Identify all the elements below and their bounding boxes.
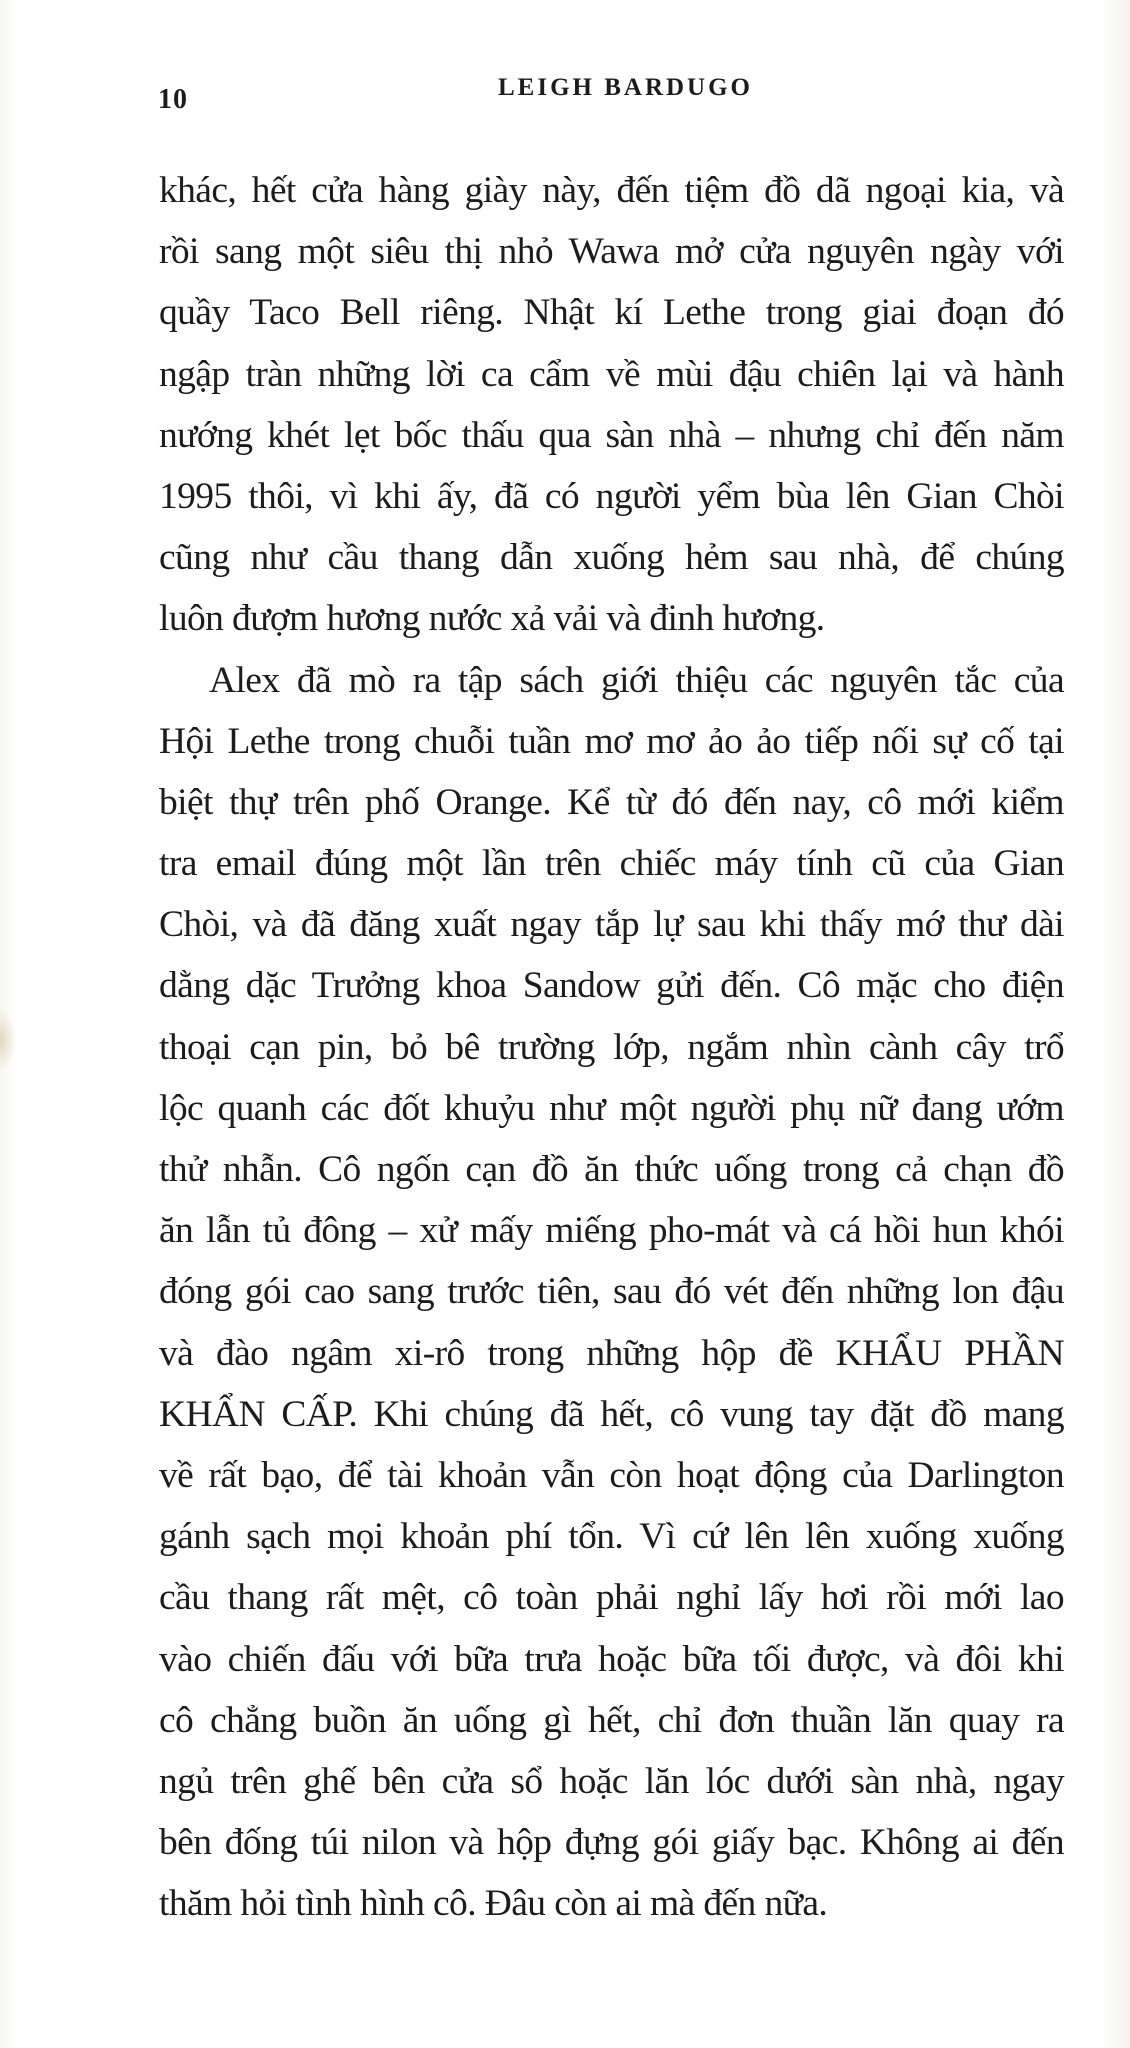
text-line: đóng gói cao sang trước tiên, sau đó vét đến những lon đậu xyxy=(159,1271,1064,1313)
body-text xyxy=(159,160,1064,1934)
text-line: cũng như cầu thang dẫn xuống hẻm sau nhà, để chúng xyxy=(159,537,1064,579)
text-line: Chòi, và đã đăng xuất ngay tắp lự sau khi thấy mớ thư dài xyxy=(159,904,1064,946)
text-line: thoại cạn pin, bỏ bê trường lớp, ngắm nhìn cành cây trổ xyxy=(159,1026,1064,1068)
text-line: gánh sạch mọi khoản phí tổn. Vì cứ lên lên xuống xuống xyxy=(159,1516,1064,1558)
text-line: rồi sang một siêu thị nhỏ Wawa mở cửa nguyên ngày với xyxy=(159,231,1064,273)
text-line: tra email đúng một lần trên chiếc máy tính cũ của Gian xyxy=(159,843,1064,885)
running-head-author: LEIGH BARDUGO xyxy=(498,74,754,101)
text-line: ăn lẫn tủ đông – xử mấy miếng pho-mát và cá hồi hun khói xyxy=(159,1210,1064,1252)
text-line: nướng khét lẹt bốc thấu qua sàn nhà – nhưng chỉ đến năm xyxy=(159,414,1064,456)
text-line: thử nhẫn. Cô ngốn cạn đồ ăn thức uống trong cả chạn đồ xyxy=(159,1149,1064,1190)
paragraph-1 xyxy=(159,160,1064,650)
text-line: bên đống túi nilon và hộp đựng gói giấy bạc. Không ai đến xyxy=(159,1822,1064,1864)
page-number: 10 xyxy=(158,84,188,115)
text-line: lộc quanh các đốt khuỷu như một người phụ nữ đang ướm xyxy=(159,1087,1064,1129)
text-line: cô chẳng buồn ăn uống gì hết, chỉ đơn thuần lăn quay ra xyxy=(159,1699,1064,1741)
text-line: biệt thự trên phố Orange. Kể từ đó đến nay, cô mới kiểm xyxy=(159,781,1064,823)
text-line: luôn đượm hương nước xả vải và đinh hương. xyxy=(159,598,825,640)
text-line: khác, hết cửa hàng giày này, đến tiệm đồ dã ngoại kia, và xyxy=(159,170,1064,211)
text-line: ngủ trên ghế bên cửa sổ hoặc lăn lóc dưới sàn nhà, ngay xyxy=(159,1760,1064,1802)
text-line: vào chiến đấu với bữa trưa hoặc bữa tối được, và đôi khi xyxy=(159,1638,1064,1680)
text-line: 1995 thôi, vì khi ấy, đã có người yểm bùa lên Gian Chòi xyxy=(159,475,1064,517)
text-line: ngập tràn những lời ca cẩm về mùi đậu chiên lại và hành xyxy=(159,353,1064,395)
text-line: dằng dặc Trưởng khoa Sandow gửi đến. Cô mặc cho điện xyxy=(159,965,1064,1007)
page-header xyxy=(0,70,1130,115)
text-line: và đào ngâm xi-rô trong những hộp đề KHẨU PHẦN xyxy=(159,1332,1064,1374)
paragraph-2 xyxy=(159,650,1064,1935)
text-line: cầu thang rất mệt, cô toàn phải nghỉ lấy hơi rồi mới lao xyxy=(159,1577,1064,1619)
text-line: KHẨN CẤP. Khi chúng đã hết, cô vung tay đặt đồ mang xyxy=(159,1393,1064,1435)
text-line: Alex đã mò ra tập sách giới thiệu các nguyên tắc của xyxy=(209,659,1064,701)
text-line: thăm hỏi tình hình cô. Đâu còn ai mà đến nữa. xyxy=(159,1883,828,1925)
text-line: về rất bạo, để tài khoản vẫn còn hoạt động của Darlington xyxy=(159,1454,1064,1496)
page-edge-shadow xyxy=(0,1010,16,1070)
text-line: quầy Taco Bell riêng. Nhật kí Lethe trong giai đoạn đó xyxy=(159,292,1064,334)
text-line: Hội Lethe trong chuỗi tuần mơ mơ ảo ảo tiếp nối sự cố tại xyxy=(159,720,1064,762)
